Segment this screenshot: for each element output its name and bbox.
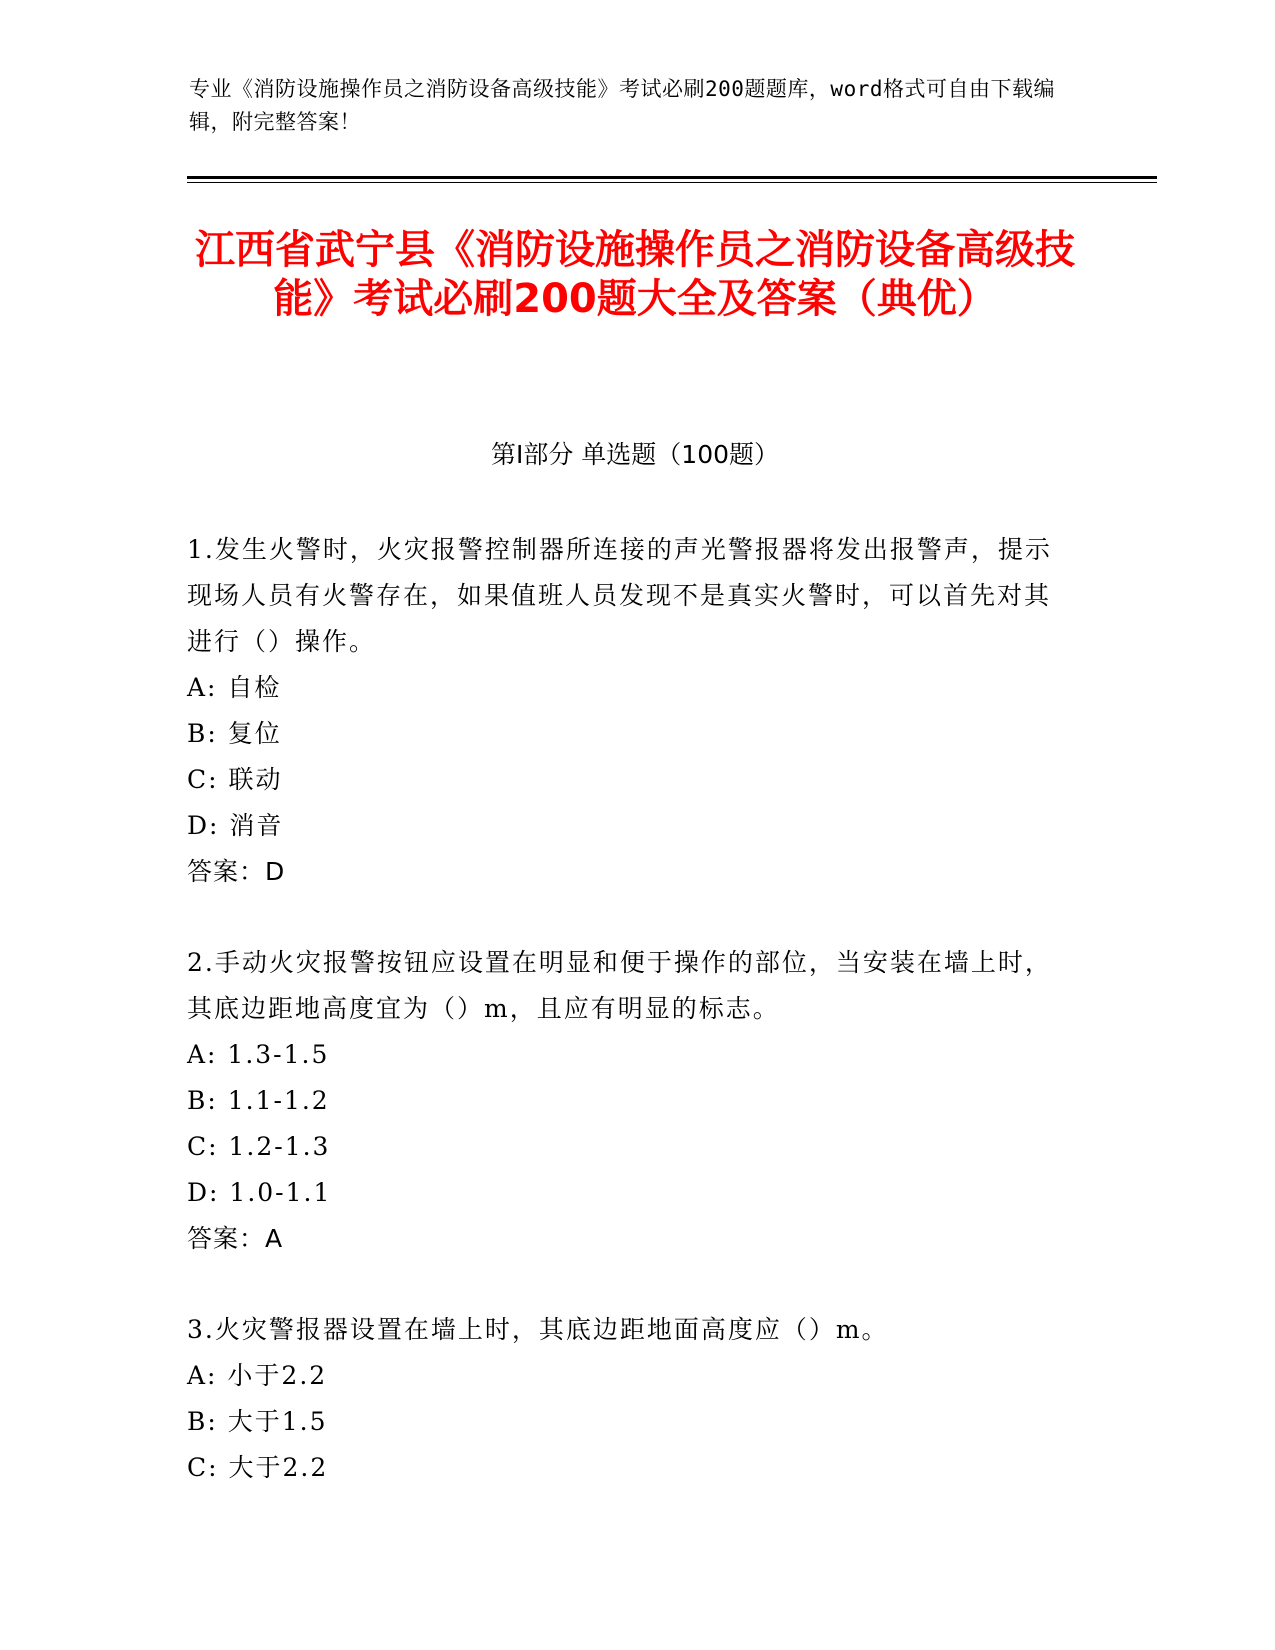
option-d: D: 1.0-1.1 <box>187 1178 332 1207</box>
question-3 <box>187 1307 1067 1491</box>
answer-line: 答案：A <box>187 1224 284 1253</box>
question-stem: 1.发生火警时，火灾报警控制器所连接的声光警报器将发出报警声，提示现场人员有火警存在，如果值班人员发现不是真实火警时，可以首先对其进行（）操作。 <box>187 535 1052 656</box>
option-c: C: 联动 <box>187 765 283 794</box>
option-b: B: 复位 <box>187 719 282 748</box>
option-a: A: 小于2.2 <box>187 1361 328 1390</box>
question-stem: 3.火灾警报器设置在墙上时，其底边距地面高度应（）m。 <box>187 1315 889 1344</box>
question-2 <box>187 940 1067 1262</box>
option-a: A: 自检 <box>187 673 282 702</box>
question-list <box>187 527 1067 1536</box>
question-1 <box>187 527 1067 895</box>
option-c: C: 大于2.2 <box>187 1453 329 1482</box>
question-stem: 2.手动火灾报警按钮应设置在明显和便于操作的部位，当安装在墙上时，其底边距地高度宜为（）m，且应有明显的标志。 <box>187 948 1052 1023</box>
document-title: 江西省武宁县《消防设施操作员之消防设备高级技能》考试必刷200题大全及答案（典优） <box>195 227 1075 322</box>
header-note: 专业《消防设施操作员之消防设备高级技能》考试必刷200题题库，word格式可自由下载编辑，附完整答案！ <box>189 77 1055 134</box>
option-d: D: 消音 <box>187 811 284 840</box>
option-a: A: 1.3-1.5 <box>187 1040 330 1069</box>
option-c: C: 1.2-1.3 <box>187 1132 331 1161</box>
section-heading: 第I部分 单选题（100题） <box>490 440 780 469</box>
header-divider-thin <box>187 182 1157 183</box>
header-divider-thick <box>187 176 1157 179</box>
option-b: B: 1.1-1.2 <box>187 1086 330 1115</box>
option-b: B: 大于1.5 <box>187 1407 328 1436</box>
answer-line: 答案：D <box>187 857 286 886</box>
